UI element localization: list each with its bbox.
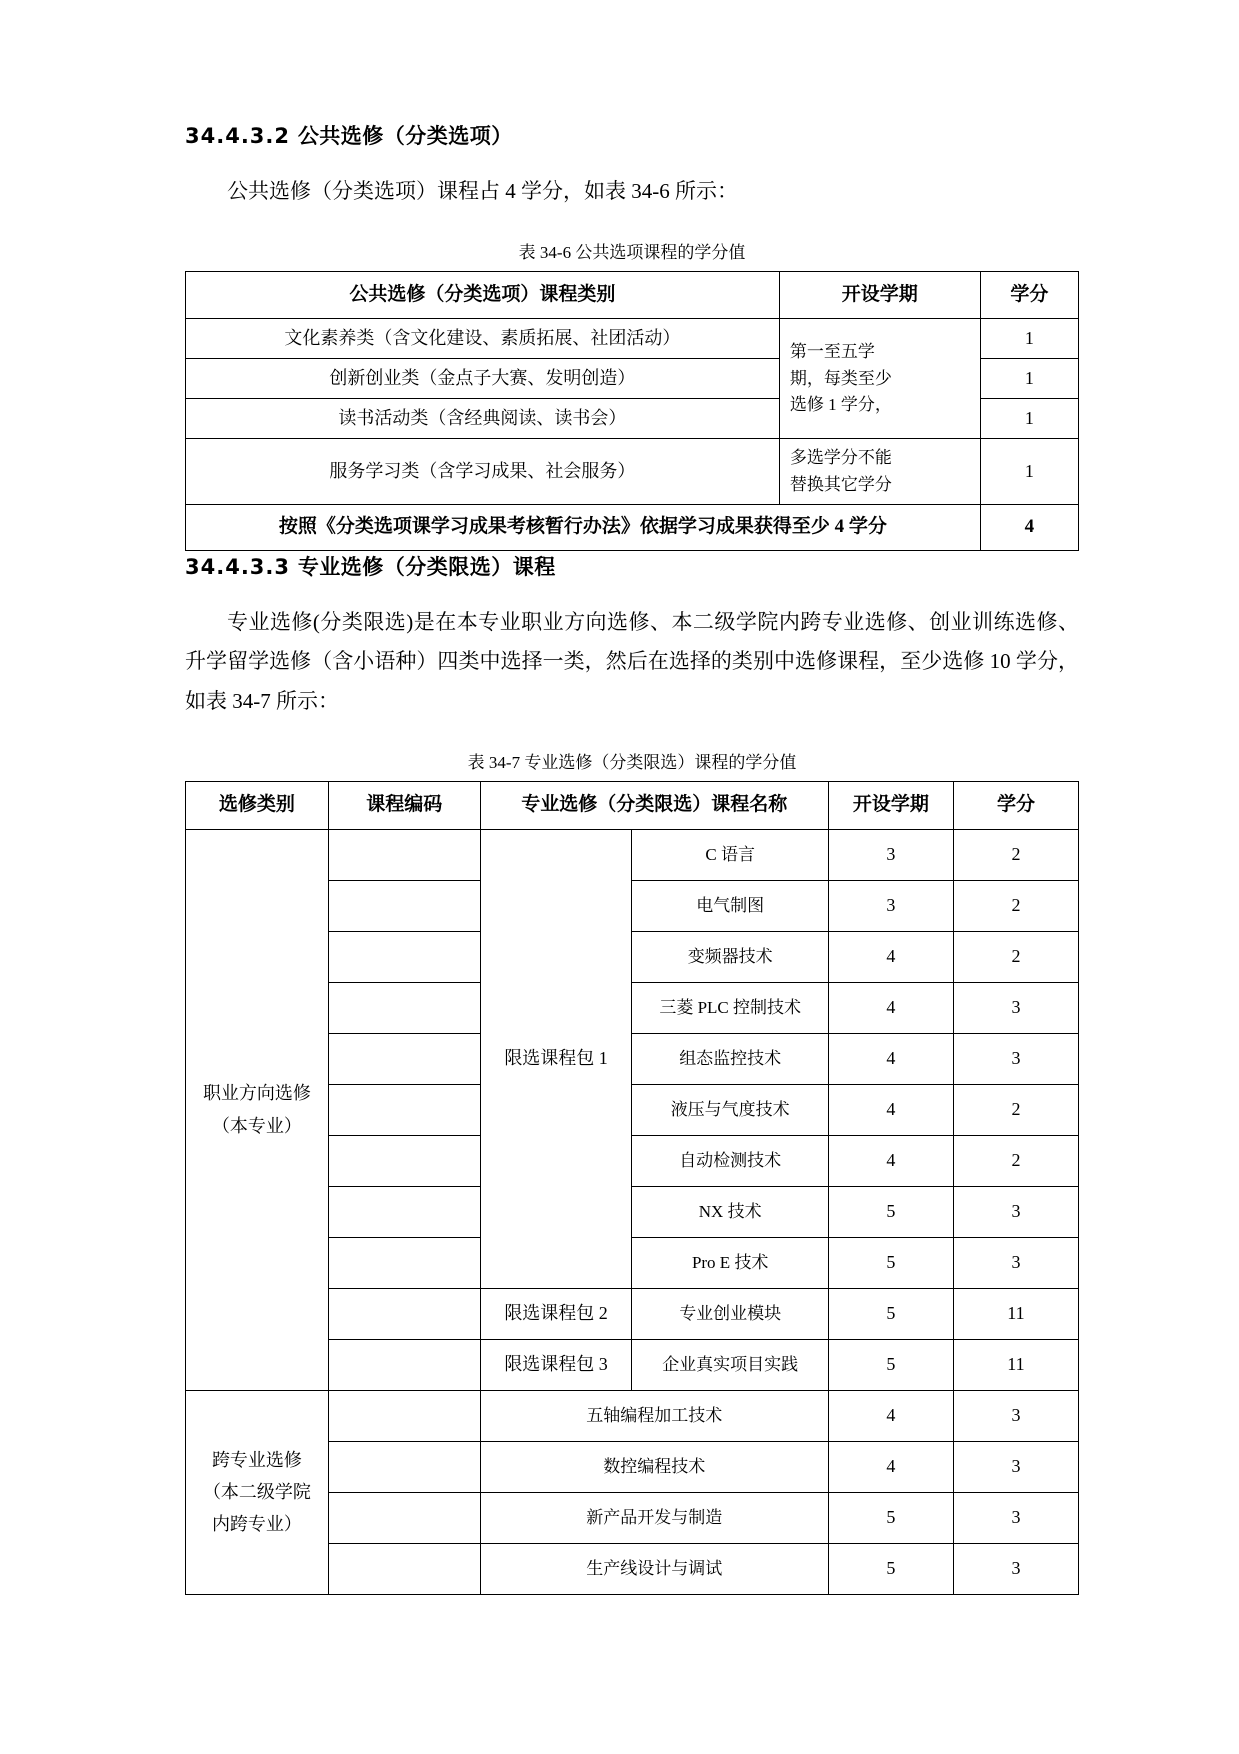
cell-category: 创新创业类（金点子大赛、发明创造） [186,359,780,399]
cell-summary-credit: 4 [980,505,1078,551]
col-header-credit: 学分 [953,782,1078,830]
cell-credit: 3 [953,1186,1078,1237]
cell-credit: 1 [980,319,1078,359]
cell-course-code [328,1543,480,1594]
section-heading-1 [185,120,1079,150]
category-label-line-2: （本专业） [211,1115,302,1136]
cell-credit: 1 [980,439,1078,505]
cell-term: 4 [828,931,953,982]
cell-term: 5 [828,1543,953,1594]
term-note-line-1: 第一至五学 [789,342,875,362]
cell-course-name: 新产品开发与制造 [480,1492,828,1543]
cell-term: 4 [828,1390,953,1441]
cell-credit: 2 [953,1084,1078,1135]
cell-course-code [328,1186,480,1237]
cell-course-code [328,1339,480,1390]
cell-term-note-b [779,439,980,505]
section-heading-2 [185,551,1079,581]
cell-course-name: Pro E 技术 [632,1237,828,1288]
cell-course-name: 液压与气度技术 [632,1084,828,1135]
cell-course-code [328,1288,480,1339]
term-note-line-5: 替换其它学分 [789,474,892,494]
cell-course-code [328,982,480,1033]
col-header-credit: 学分 [980,271,1078,319]
cell-course-code [328,1084,480,1135]
cell-credit: 3 [953,1390,1078,1441]
cell-term: 5 [828,1186,953,1237]
section-paragraph-1: 公共选修（分类选项）课程占 4 学分，如表 34-6 所示： [227,179,738,203]
table-row [186,1390,1079,1441]
cell-course-code [328,829,480,880]
cell-category: 读书活动类（含经典阅读、读书会） [186,399,780,439]
cell-course-name: 变频器技术 [632,931,828,982]
cell-credit: 11 [953,1288,1078,1339]
cell-elective-category-2 [186,1390,329,1594]
cell-course-name: NX 技术 [632,1186,828,1237]
table-row [186,319,1079,359]
category2-label-line-2: （本二级学院 [202,1482,311,1503]
cell-course-code [328,1237,480,1288]
cell-credit: 1 [980,359,1078,399]
cell-course-name: 三菱 PLC 控制技术 [632,982,828,1033]
cell-package-1: 限选课程包 1 [480,829,632,1288]
term-note-line-2: 期，每类至少 [789,368,892,388]
cell-credit: 3 [953,1237,1078,1288]
col-header-course-code: 课程编码 [328,782,480,830]
cell-term: 4 [828,1135,953,1186]
category-label-line-1: 职业方向选修 [202,1083,311,1104]
cell-category: 服务学习类（含学习成果、社会服务） [186,439,780,505]
cell-term: 3 [828,829,953,880]
cell-package-2: 限选课程包 2 [480,1288,632,1339]
table-row-header [186,271,1079,319]
section-number-1: 34.4.3.2 [185,124,290,148]
cell-term: 5 [828,1237,953,1288]
cell-credit: 1 [980,399,1078,439]
cell-course-code [328,1135,480,1186]
cell-credit: 3 [953,1033,1078,1084]
cell-term: 4 [828,1084,953,1135]
col-header-category: 公共选修（分类选项）课程类别 [186,271,780,319]
cell-category: 文化素养类（含文化建设、素质拓展、社团活动） [186,319,780,359]
cell-course-name: 组态监控技术 [632,1033,828,1084]
cell-course-name: C 语言 [632,829,828,880]
cell-course-code [328,931,480,982]
cell-course-code [328,1492,480,1543]
cell-term: 3 [828,880,953,931]
cell-credit: 3 [953,1441,1078,1492]
cell-term: 4 [828,1441,953,1492]
table-34-6 [185,271,1079,551]
table-row-header [186,782,1079,830]
term-note-line-4: 多选学分不能 [789,448,892,468]
cell-term: 4 [828,1033,953,1084]
cell-term: 5 [828,1339,953,1390]
col-header-term: 开设学期 [828,782,953,830]
table-34-7 [185,781,1079,1595]
table-caption-34-7: 表 34-7 专业选修（分类限选）课程的学分值 [467,753,797,773]
table-row [186,829,1079,880]
section-title-2: 专业选修（分类限选）课程 [297,554,556,579]
cell-course-name: 电气制图 [632,880,828,931]
col-header-course-name: 专业选修（分类限选）课程名称 [480,782,828,830]
cell-credit: 3 [953,1492,1078,1543]
cell-course-name: 专业创业模块 [632,1288,828,1339]
col-header-term: 开设学期 [779,271,980,319]
cell-course-code [328,1390,480,1441]
cell-course-code [328,880,480,931]
cell-course-name: 企业真实项目实践 [632,1339,828,1390]
cell-credit: 2 [953,829,1078,880]
cell-term: 5 [828,1492,953,1543]
cell-course-name: 五轴编程加工技术 [480,1390,828,1441]
cell-term: 5 [828,1288,953,1339]
cell-credit: 2 [953,1135,1078,1186]
term-note-line-3: 选修 1 学分， [789,395,892,415]
cell-credit: 2 [953,931,1078,982]
cell-package-3: 限选课程包 3 [480,1339,632,1390]
cell-elective-category-1 [186,829,329,1390]
col-header-elective-type: 选修类别 [186,782,329,830]
section-number-2: 34.4.3.3 [185,554,290,579]
cell-term: 4 [828,982,953,1033]
cell-course-name: 自动检测技术 [632,1135,828,1186]
cell-course-name: 生产线设计与调试 [480,1543,828,1594]
cell-course-code [328,1441,480,1492]
section-paragraph-2: 专业选修(分类限选)是在本专业职业方向选修、本二级学院内跨专业选修、创业训练选修、升学留学选修（含小语种）四类中选择一类，然后在选择的类别中选修课程，至少选修 10 学分，如表 34-7 所示： [185,609,1079,714]
table-caption-34-6: 表 34-6 公共选项课程的学分值 [518,242,746,262]
table-row [186,439,1079,505]
cell-course-name: 数控编程技术 [480,1441,828,1492]
category2-label-line-1: 跨专业选修 [211,1449,302,1470]
category2-label-line-3: 内跨专业） [211,1514,302,1535]
cell-summary-text: 按照《分类选项课学习成果考核暂行办法》依据学习成果获得至少 4 学分 [186,505,981,551]
cell-term-note-a [779,319,980,439]
cell-credit: 3 [953,982,1078,1033]
table-row-summary [186,505,1079,551]
cell-credit: 2 [953,880,1078,931]
cell-credit: 3 [953,1543,1078,1594]
cell-course-code [328,1033,480,1084]
section-title-1: 公共选修（分类选项） [297,124,513,148]
cell-credit: 11 [953,1339,1078,1390]
